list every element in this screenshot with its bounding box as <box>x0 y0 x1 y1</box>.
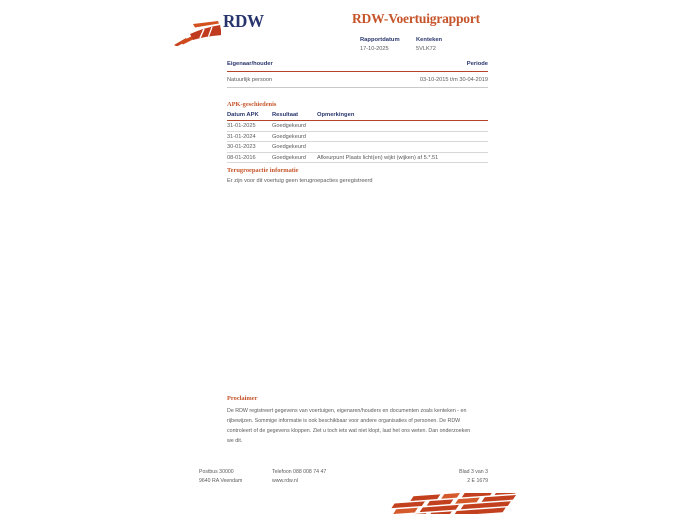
column-header-opmerkingen: Opmerkingen <box>317 111 355 118</box>
footer-contact <box>272 468 459 486</box>
proclaimer-line: De RDW registreert gegevens van voertuigen, eigenaren/houders en documenten zoals kenteken - en <box>227 408 467 414</box>
rdw-logo <box>173 11 268 47</box>
proclaimer-section <box>227 395 495 447</box>
license-plate-label: Kenteken <box>416 37 443 43</box>
owner-heading: Eigenaar/houder <box>227 61 273 67</box>
apk-remark <box>317 123 488 129</box>
owner-name: Natuurlijk persoon <box>227 77 273 83</box>
owner-section <box>227 61 488 88</box>
recall-section <box>227 167 488 184</box>
apk-table-row <box>227 121 488 132</box>
footer-phone: Telefoon 088 008 74 47 <box>272 469 327 475</box>
apk-date: 30-01-2023 <box>227 144 256 151</box>
report-date-value: 17-10-2025 <box>360 46 389 53</box>
license-plate-block <box>416 37 442 52</box>
proclaimer-line: controleert of de gegevens kloppen. Ziet u toch iets wat niet klopt, laat het ons weten. Dan onderzoeken <box>227 427 471 434</box>
apk-result: Goedgekeurd <box>272 144 306 151</box>
footer-pagination <box>459 468 488 486</box>
rdw-wordmark: RDW <box>223 11 264 31</box>
apk-table <box>227 111 488 164</box>
proclaimer-text <box>227 407 495 447</box>
apk-date: 08-01-2016 <box>227 154 256 161</box>
page-title: RDW-Voertuigrapport <box>352 11 480 26</box>
rdw-flag-icon <box>173 20 221 46</box>
proclaimer-line: we dit. <box>227 437 243 444</box>
period-column-label: Periode <box>466 61 488 67</box>
footer-postbus: Postbus 30000 <box>199 469 234 475</box>
apk-remark <box>317 134 488 140</box>
apk-table-row <box>227 142 488 153</box>
apk-table-row <box>227 132 488 143</box>
report-date-label: Rapportdatum <box>360 37 400 43</box>
apk-remark: Afkeurpunt Plaats licht(en) wijkt (wijken) af 5.*.51 <box>317 154 439 161</box>
apk-history-section <box>227 101 488 163</box>
apk-table-header <box>227 111 488 122</box>
apk-result: Goedgekeurd <box>272 133 306 140</box>
footer-page-number: Blad 3 van 3 <box>459 469 488 475</box>
recall-text: Er zijn voor dit voertuig geen terugroepacties geregistreerd <box>227 178 373 184</box>
proclaimer-heading: Proclaimer <box>227 395 258 402</box>
footer-website: www.rdw.nl <box>272 478 298 484</box>
column-header-resultaat: Resultaat <box>272 111 299 118</box>
apk-section-heading: APK-geschiedenis <box>227 101 277 108</box>
footer-city: 9640 RA Veendam <box>199 478 243 484</box>
owner-section-header <box>227 61 488 72</box>
license-plate-value: 5VLK72 <box>416 46 436 53</box>
recall-heading: Terugroepactie informatie <box>227 167 299 174</box>
owner-row <box>227 72 488 88</box>
apk-result: Goedgekeurd <box>272 154 306 161</box>
column-header-datum: Datum APK <box>227 111 259 118</box>
apk-date: 31-01-2025 <box>227 123 256 130</box>
rdw-flag-large-icon <box>361 493 528 514</box>
apk-table-row <box>227 153 488 164</box>
report-date-block <box>360 37 400 52</box>
footer-form-code: 2 E 1679 <box>467 478 488 484</box>
proclaimer-line: rijbewijzen. Sommige informatie is ook beschikbaar voor andere organisaties of personen. De RDW <box>227 417 461 424</box>
page-footer <box>199 468 488 486</box>
apk-date: 31-01-2024 <box>227 133 256 140</box>
apk-remark <box>317 144 488 150</box>
owner-period: 03-10-2015 t/m 30-04-2019 <box>419 77 488 83</box>
rdw-flag-watermark <box>361 493 528 514</box>
apk-result: Goedgekeurd <box>272 123 306 130</box>
footer-address <box>199 468 272 486</box>
